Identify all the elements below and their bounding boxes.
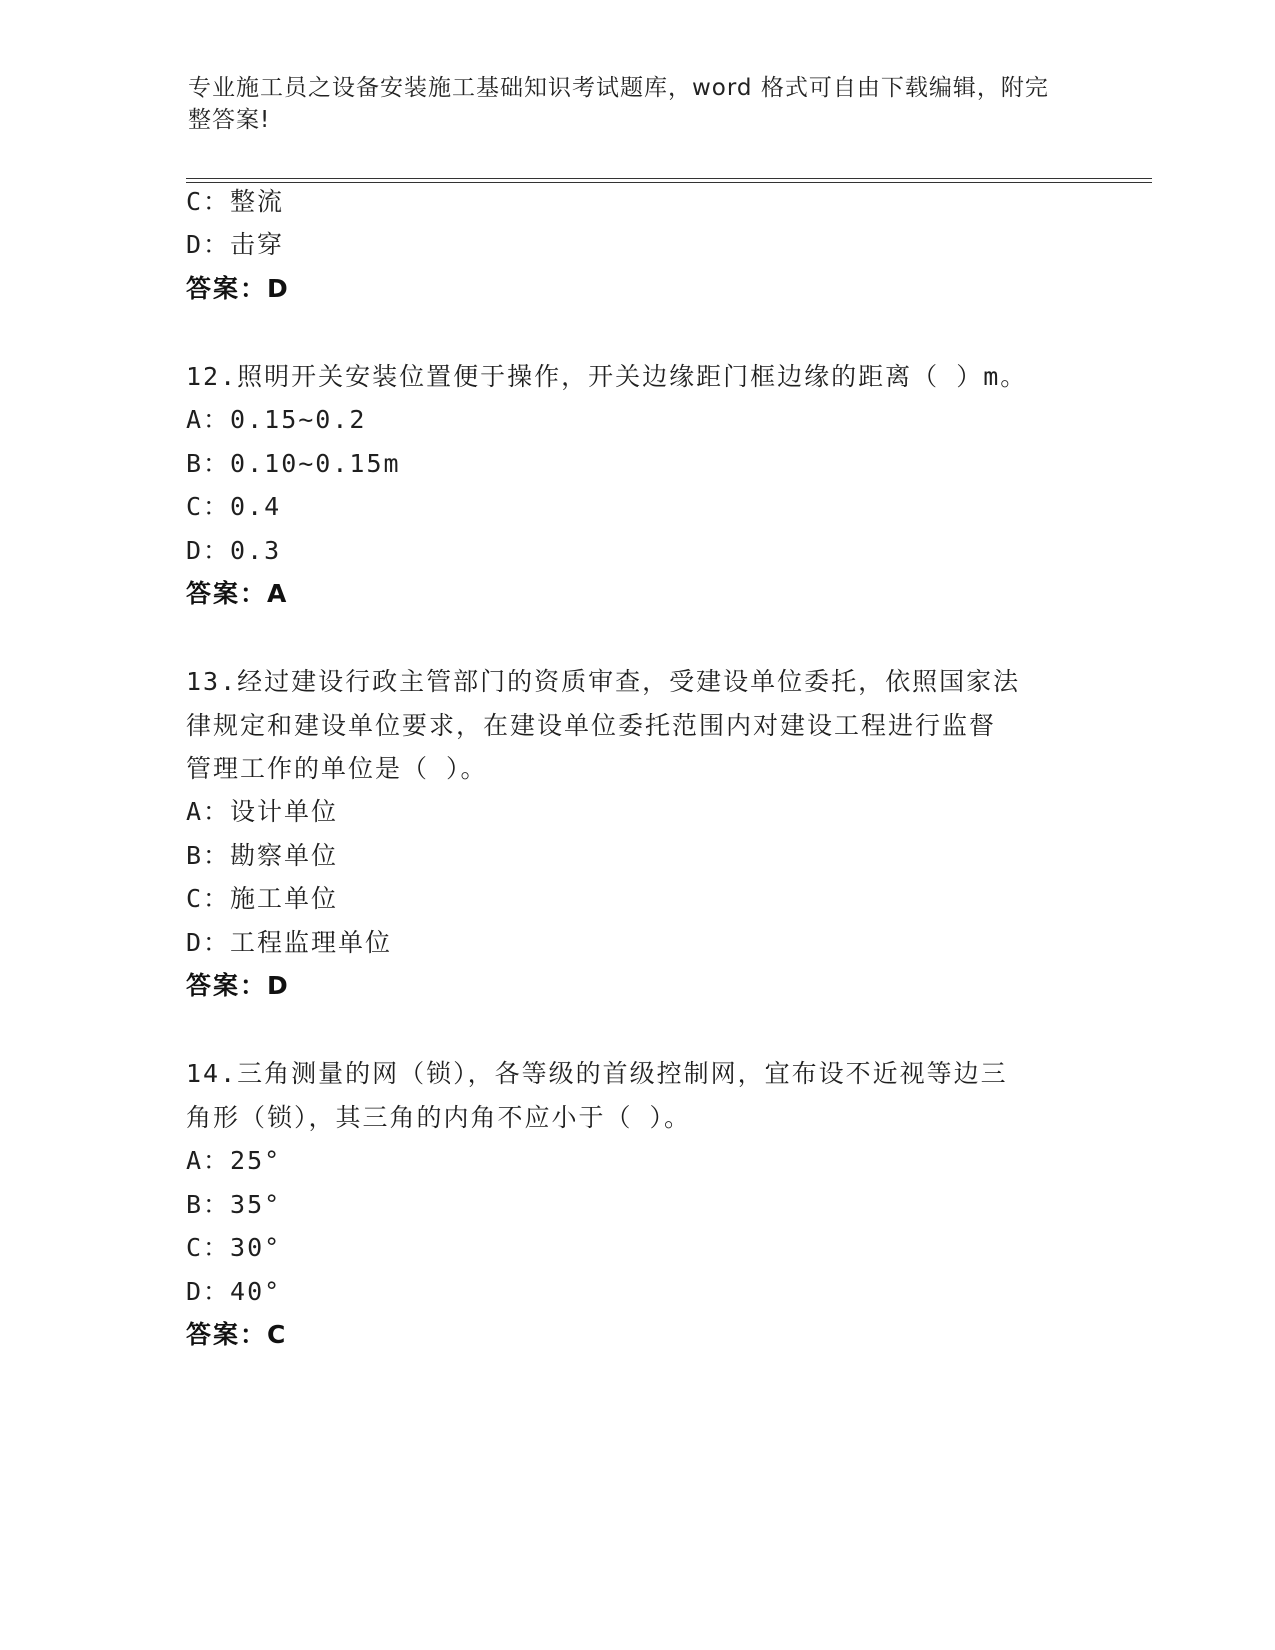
question-13-stem-line-2: 律规定和建设单位要求，在建设单位委托范围内对建设工程进行监督 [186, 711, 997, 740]
option-c: C：整流 [186, 187, 285, 216]
option-c: C：施工单位 [186, 884, 339, 913]
page-header [188, 72, 1068, 136]
option-b: B：勘察单位 [186, 841, 339, 870]
option-c: C：0.4 [186, 492, 282, 521]
answer-label: 答案：D [186, 274, 290, 303]
option-b: B：35° [186, 1190, 282, 1219]
option-c: C：30° [186, 1233, 282, 1262]
option-b: B：0.10~0.15m [186, 449, 401, 478]
question-13-stem-line-1: 13.经过建设行政主管部门的资质审查，受建设单位委托，依照国家法 [186, 667, 1021, 696]
answer-label: 答案：C [186, 1320, 288, 1349]
option-d: D：0.3 [186, 536, 282, 565]
option-a: A：设计单位 [186, 797, 339, 826]
answer-label: 答案：D [186, 971, 290, 1000]
answer-label: 答案：A [186, 579, 289, 608]
question-14-stem-line-1: 14.三角测量的网（锁），各等级的首级控制网，宜布设不近视等边三 [186, 1059, 1008, 1088]
header-line-1: 专业施工员之设备安装施工基础知识考试题库，word 格式可自由下载编辑，附完 [188, 75, 1049, 101]
option-a: A：0.15~0.2 [186, 405, 367, 434]
question-12-stem: 12.照明开关安装位置便于操作，开关边缘距门框边缘的距离（ ）m。 [186, 362, 1028, 391]
header-line-2: 整答案! [188, 107, 271, 133]
option-d: D：40° [186, 1277, 282, 1306]
option-d: D：工程监理单位 [186, 928, 393, 957]
question-13-stem-line-3: 管理工作的单位是（ ）。 [186, 754, 488, 783]
header-divider [186, 178, 1152, 183]
question-14-stem-line-2: 角形（锁），其三角的内角不应小于（ ）。 [186, 1103, 692, 1132]
option-d: D：击穿 [186, 230, 285, 259]
option-a: A：25° [186, 1146, 282, 1175]
